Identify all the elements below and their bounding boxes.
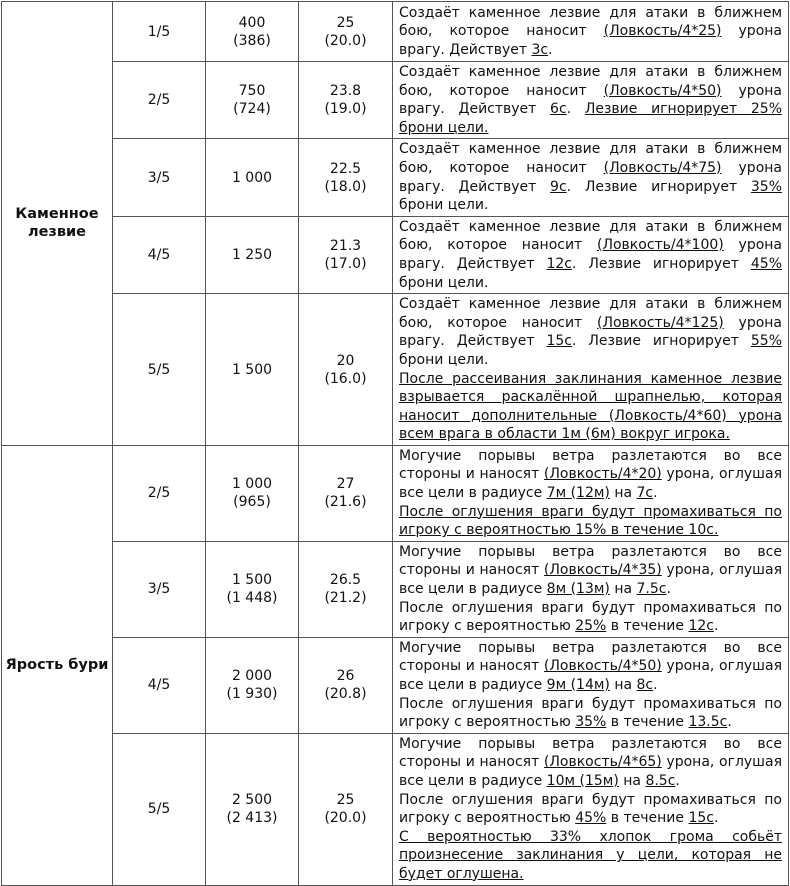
rank-cell: 4/5 — [113, 216, 206, 293]
description-cell: Могучие порывы ветра разлетаются во все стороны и наносят (Ловкость/4*50) урона, оглушая все цели в радиусе 9м (14м) на 8с. После оглушения враги будут промахиваться по игроку с вероятностью 35% в течение 13.5с. — [393, 637, 789, 733]
cooldown-cell: 20 (16.0) — [299, 294, 393, 446]
cost-cell: 1 500 — [206, 294, 299, 446]
cost-cell: 1 250 — [206, 216, 299, 293]
skill-name: Каменное лезвие — [2, 2, 113, 446]
description-cell: Создаёт каменное лезвие для атаки в ближнем бою, которое наносит (Ловкость/4*25) урона врагу. Действует 3с. — [393, 2, 789, 62]
description-cell: Могучие порывы ветра разлетаются во все стороны и наносят (Ловкость/4*65) урона, оглушая все цели в радиусе 10м (15м) на 8.5с. После оглушения враги будут промахиваться по игроку с вероятностью 45% в течение 15с. С вероятностью 33% хлопок грома собьёт произнесение заклинания у цели, которая не будет оглушена. — [393, 733, 789, 885]
table-row — [2, 139, 789, 216]
description-cell: Создаёт каменное лезвие для атаки в ближнем бою, которое наносит (Ловкость/4*125) урона врагу. Действует 15с. Лезвие игнорирует 55% брони цели. После рассеивания заклинания каменное лезвие взрывается раскалённой шрапнелью, которая наносит дополнительные (Ловкость/4*60) урона всем врага в области 1м (6м) вокруг игрока. — [393, 294, 789, 446]
description-cell: Создаёт каменное лезвие для атаки в ближнем бою, которое наносит (Ловкость/4*50) урона врагу. Действует 6с. Лезвие игнорирует 25% брони цели. — [393, 62, 789, 139]
cooldown-cell: 25 (20.0) — [299, 2, 393, 62]
rank-cell: 1/5 — [113, 2, 206, 62]
rank-cell: 2/5 — [113, 62, 206, 139]
rank-cell: 4/5 — [113, 637, 206, 733]
rank-cell: 3/5 — [113, 541, 206, 637]
cost-cell: 400 (386) — [206, 2, 299, 62]
cost-cell: 2 500 (2 413) — [206, 733, 299, 885]
table-row — [2, 2, 789, 62]
description-cell: Создаёт каменное лезвие для атаки в ближнем бою, которое наносит (Ловкость/4*100) урона врагу. Действует 12с. Лезвие игнорирует 45% брони цели. — [393, 216, 789, 293]
rank-cell: 5/5 — [113, 294, 206, 446]
cooldown-cell: 27 (21.6) — [299, 445, 393, 541]
table-row — [2, 216, 789, 293]
table-row — [2, 294, 789, 446]
table-row — [2, 445, 789, 541]
cooldown-cell: 23.8 (19.0) — [299, 62, 393, 139]
rank-cell: 3/5 — [113, 139, 206, 216]
cost-cell: 1 000 — [206, 139, 299, 216]
cooldown-cell: 26.5 (21.2) — [299, 541, 393, 637]
table-row — [2, 637, 789, 733]
cost-cell: 2 000 (1 930) — [206, 637, 299, 733]
cooldown-cell: 25 (20.0) — [299, 733, 393, 885]
cooldown-cell: 26 (20.8) — [299, 637, 393, 733]
table-row — [2, 541, 789, 637]
table-row — [2, 62, 789, 139]
description-cell: Могучие порывы ветра разлетаются во все стороны и наносят (Ловкость/4*20) урона, оглушая все цели в радиусе 7м (12м) на 7с. После оглушения враги будут промахиваться по игроку с вероятностью 15% в течение 10с. — [393, 445, 789, 541]
skill-table — [1, 1, 789, 886]
rank-cell: 2/5 — [113, 445, 206, 541]
cost-cell: 1 500 (1 448) — [206, 541, 299, 637]
cost-cell: 1 000 (965) — [206, 445, 299, 541]
cost-cell: 750 (724) — [206, 62, 299, 139]
cooldown-cell: 22.5 (18.0) — [299, 139, 393, 216]
description-cell: Создаёт каменное лезвие для атаки в ближнем бою, которое наносит (Ловкость/4*75) урона врагу. Действует 9с. Лезвие игнорирует 35% брони цели. — [393, 139, 789, 216]
rank-cell: 5/5 — [113, 733, 206, 885]
table-row — [2, 733, 789, 885]
cooldown-cell: 21.3 (17.0) — [299, 216, 393, 293]
description-cell: Могучие порывы ветра разлетаются во все стороны и наносят (Ловкость/4*35) урона, оглушая все цели в радиусе 8м (13м) на 7.5с. После оглушения враги будут промахиваться по игроку с вероятностью 25% в течение 12с. — [393, 541, 789, 637]
skill-name: Ярость бури — [2, 445, 113, 885]
